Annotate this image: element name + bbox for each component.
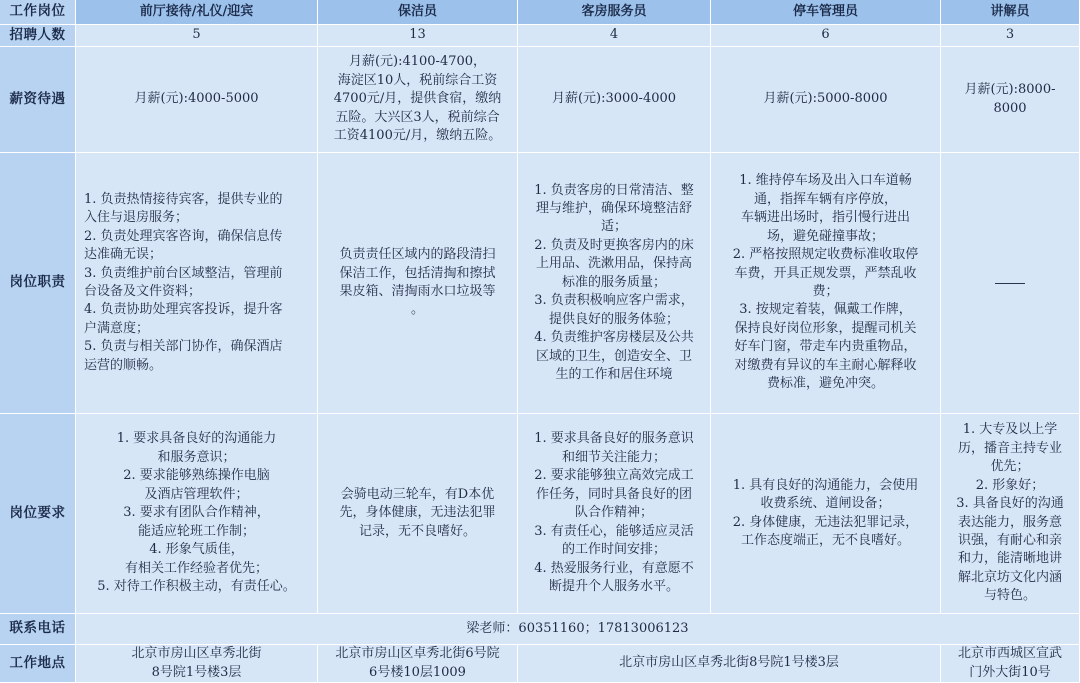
col-header-parking: 停车管理员 [711, 0, 941, 25]
row-label-location: 工作地点 [0, 645, 76, 683]
col-header-front-desk: 前厅接待/礼仪/迎宾 [76, 0, 318, 25]
duties-guide-empty [941, 153, 1080, 414]
contact-phone: 梁老师：60351160；17813006123 [76, 614, 1080, 645]
col-header-cleaner: 保洁员 [318, 0, 518, 25]
headcount-front-desk: 5 [76, 25, 318, 47]
duties-room-attendant: 1. 负责客房的日常清洁、整 理与维护，确保环境整洁舒 适； 2. 负责及时更换客房内的床 上用品、洗漱用品，保持高 标准的服务质量； 3. 负责积极响应客户需求， 提供良好的服务体验； 4. 负责维护客房楼层及公共 区域的卫生，创造安全、卫 生的工作和居住环境 [518, 153, 711, 414]
headcount-guide: 3 [941, 25, 1080, 47]
col-header-guide: 讲解员 [941, 0, 1080, 25]
salary-parking: 月薪(元):5000-8000 [711, 47, 941, 153]
location-front-desk: 北京市房山区卓秀北街 8号院1号楼3层 [76, 645, 318, 683]
row-label-headcount: 招聘人数 [0, 25, 76, 47]
row-label-salary: 薪资待遇 [0, 47, 76, 153]
salary-guide: 月薪(元):8000- 8000 [941, 47, 1080, 153]
headcount-parking: 6 [711, 25, 941, 47]
location-cleaner: 北京市房山区卓秀北街6号院 6号楼10层1009 [318, 645, 518, 683]
location-guide: 北京市西城区宣武 门外大街10号 [941, 645, 1080, 683]
row-label-requirements: 岗位要求 [0, 414, 76, 614]
requirements-parking: 1. 具有良好的沟通能力，会使用 收费系统、道闸设备； 2. 身体健康，无违法犯罪记录， 工作态度端正，无不良嗜好。 [711, 414, 941, 614]
requirements-front-desk: 1. 要求具备良好的沟通能力 和服务意识； 2. 要求能够熟练操作电脑 及酒店管理软件； 3. 要求有团队合作精神， 能适应轮班工作制； 4. 形象气质佳， 有相关工作经验者优先； 5. 对待工作积极主动，有责任心。 [76, 414, 318, 614]
duties-parking: 1. 维持停车场及出入口车道畅 通，指挥车辆有序停放， 车辆进出场时，指引慢行进出 场，避免碰撞事故； 2. 严格按照规定收费标准收取停 车费，开具正规发票，严禁乱收 费； 3. 按规定着装，佩戴工作牌， 保持良好岗位形象，提醒司机关 好车门窗，带走车内贵重物品， 对缴费有异议的车主耐心解释收 费标准，避免冲突。 [711, 153, 941, 414]
requirements-guide: 1. 大专及以上学 历，播音主持专业 优先； 2. 形象好； 3. 具备良好的沟通 表达能力，服务意 识强，有耐心和亲 和力，能清晰地讲 解北京坊文化内涵 与特色。 [941, 414, 1080, 614]
row-label-duties: 岗位职责 [0, 153, 76, 414]
headcount-room-attendant: 4 [518, 25, 711, 47]
row-label-position: 工作岗位 [0, 0, 76, 25]
duties-front-desk: 1. 负责热情接待宾客，提供专业的 入住与退房服务； 2. 负责处理宾客咨询，确保信息传 达准确无误； 3. 负责维护前台区域整洁，管理前 台设备及文件资料； 4. 负责协助处理宾客投诉，提升客 户满意度； 5. 负责与相关部门协作，确保酒店 运营的顺畅。 [76, 153, 318, 414]
col-header-room-attendant: 客房服务员 [518, 0, 711, 25]
location-room-parking-shared: 北京市房山区卓秀北街8号院1号楼3层 [518, 645, 941, 683]
empty-dash [995, 283, 1025, 284]
salary-cleaner: 月薪(元):4100-4700， 海淀区10人，税前综合工资 4700元/月，提供食宿，缴纳 五险。大兴区3人，税前综合 工资4100元/月，缴纳五险。 [318, 47, 518, 153]
headcount-cleaner: 13 [318, 25, 518, 47]
salary-room-attendant: 月薪(元):3000-4000 [518, 47, 711, 153]
requirements-room-attendant: 1. 要求具备良好的服务意识 和细节关注能力； 2. 要求能够独立高效完成工 作任务，同时具备良好的团 队合作精神； 3. 有责任心，能够适应灵活 的工作时间安排； 4. 热爱服务行业，有意愿不 断提升个人服务水平。 [518, 414, 711, 614]
salary-front-desk: 月薪(元):4000-5000 [76, 47, 318, 153]
row-label-contact: 联系电话 [0, 614, 76, 645]
duties-cleaner: 负责责任区域内的路段清扫 保洁工作，包括清掏和擦拭 果皮箱、清掏雨水口垃圾等 。 [318, 153, 518, 414]
requirements-cleaner: 会骑电动三轮车，有D本优 先，身体健康，无违法犯罪 记录，无不良嗜好。 [318, 414, 518, 614]
